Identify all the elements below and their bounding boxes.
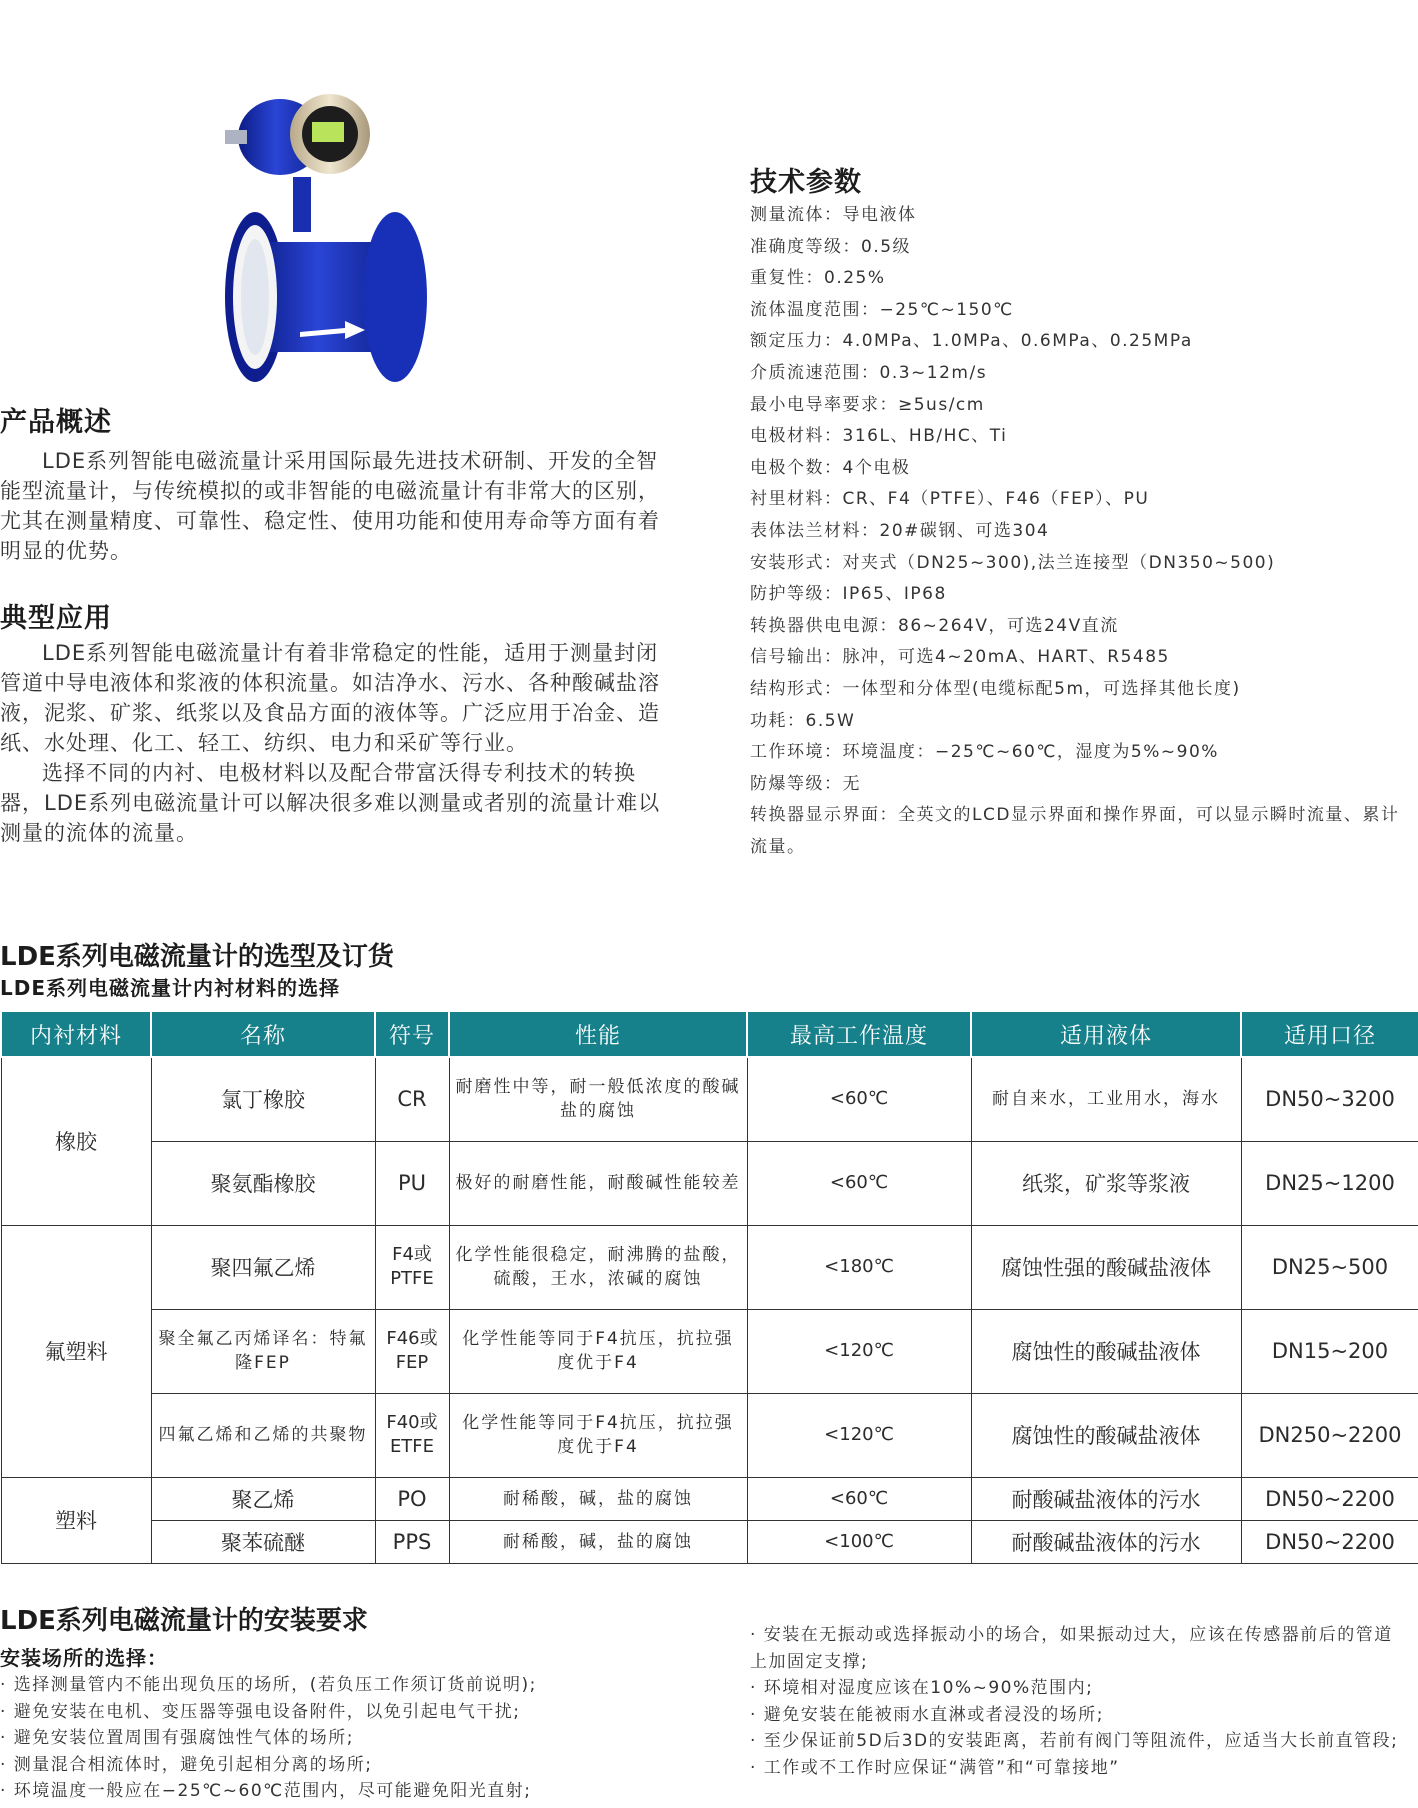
name-cell: 聚全氟乙丙烯译名：特氟隆FEP — [151, 1309, 375, 1393]
perf-cell: 极好的耐磨性能，耐酸碱性能较差 — [449, 1141, 747, 1225]
spec-item: 转换器供电电源：86~264V，可选24V直流 — [750, 615, 1119, 636]
specs-title: 技术参数 — [750, 167, 862, 198]
spec-item: 防爆等级：无 — [750, 773, 861, 794]
header-cell: 符号 — [375, 1011, 449, 1057]
spec-item: 功耗：6.5W — [750, 710, 856, 731]
list-item: · 安装在无振动或选择振动小的场合，如果振动过大，应该在传感器前后的管道上加固定支撑; — [750, 1625, 1393, 1672]
liquid-cell: 腐蚀性强的酸碱盐液体 — [971, 1225, 1241, 1309]
selection-subtitle: LDE系列电磁流量计内衬材料的选择 — [0, 976, 341, 1000]
spec-item: 工作环境：环境温度：−25℃~60℃，湿度为5%~90% — [750, 742, 1219, 763]
install-right-list — [750, 1622, 1410, 1781]
table-row — [1, 1520, 1418, 1563]
spec-item: 衬里材料：CR、F4（PTFE）、F46（FEP）、PU — [750, 489, 1150, 510]
application-text: LDE系列智能电磁流量计有着非常稳定的性能，适用于测量封闭管道中导电液体和浆液的体积流量。如洁净水、污水、各种酸碱盐溶液，泥浆、矿浆、纸浆以及食品方面的液体等。广泛应用于冶金、造纸、水处理、化工、轻工、纺织、电力和采矿等行业。 选择不同的内衬、电极材料以及配合带富沃得专利技术的转换器，LDE系列电磁流量计可以解决很多难以测量或者别的流量计难以测量的流体的流量。 — [0, 641, 661, 845]
perf-cell: 化学性能很稳定，耐沸腾的盐酸，硫酸，王水，浓碱的腐蚀 — [449, 1225, 747, 1309]
name-cell: 四氟乙烯和乙烯的共聚物 — [151, 1393, 375, 1477]
spec-item: 表体法兰材料：20#碳钢、可选304 — [750, 520, 1050, 541]
group-cell: 塑料 — [1, 1477, 151, 1563]
perf-cell: 耐稀酸，碱，盐的腐蚀 — [449, 1520, 747, 1563]
lining-table — [0, 1010, 1418, 1564]
spec-item: 结构形式：一体型和分体型(电缆标配5m，可选择其他长度) — [750, 678, 1241, 699]
group-cell: 氟塑料 — [1, 1225, 151, 1477]
name-cell: 聚乙烯 — [151, 1477, 375, 1520]
name-cell: 聚四氟乙烯 — [151, 1225, 375, 1309]
group-cell: 橡胶 — [1, 1057, 151, 1225]
spec-item: 流体温度范围：−25℃~150℃ — [750, 299, 1014, 320]
header-cell: 适用口径 — [1241, 1011, 1418, 1057]
size-cell: DN50~3200 — [1241, 1057, 1418, 1141]
temp-cell: <60℃ — [747, 1477, 971, 1520]
size-cell: DN25~500 — [1241, 1225, 1418, 1309]
name-cell: 聚氨酯橡胶 — [151, 1141, 375, 1225]
size-cell: DN15~200 — [1241, 1309, 1418, 1393]
perf-cell: 化学性能等同于F4抗压，抗拉强度优于F4 — [449, 1309, 747, 1393]
header-cell: 名称 — [151, 1011, 375, 1057]
spec-item: 测量流体：导电液体 — [750, 205, 917, 225]
spec-item: 重复性：0.25% — [750, 268, 886, 289]
perf-cell: 耐磨性中等，耐一般低浓度的酸碱盐的腐蚀 — [449, 1057, 747, 1141]
symbol-cell: PU — [375, 1141, 449, 1225]
overview-text: LDE系列智能电磁流量计采用国际最先进技术研制、开发的全智能型流量计，与传统模拟的或非智能的电磁流量计有非常大的区别，尤其在测量精度、可靠性、稳定性、使用功能和使用寿命等方面有着明显的优势。 — [0, 449, 660, 563]
temp-cell: <120℃ — [747, 1393, 971, 1477]
table-row — [1, 1225, 1418, 1309]
application-title: 典型应用 — [0, 603, 112, 634]
table-row — [1, 1057, 1418, 1141]
symbol-cell: PO — [375, 1477, 449, 1520]
install-subtitle: 安装场所的选择： — [0, 1646, 168, 1670]
spec-item: 介质流速范围：0.3~12m/s — [750, 362, 988, 383]
liquid-cell: 腐蚀性的酸碱盐液体 — [971, 1309, 1241, 1393]
list-item: · 至少保证前5D后3D的安装距离，若前有阀门等阻流件，应适当大长前直管段; — [750, 1731, 1399, 1751]
spec-item: 电极材料：316L、HB/HC、Ti — [750, 426, 1008, 447]
liquid-cell: 腐蚀性的酸碱盐液体 — [971, 1393, 1241, 1477]
symbol-cell: CR — [375, 1057, 449, 1141]
list-item: · 避免安装位置周围有强腐蚀性气体的场所; — [0, 1728, 355, 1748]
size-cell: DN25~1200 — [1241, 1141, 1418, 1225]
temp-cell: <180℃ — [747, 1225, 971, 1309]
selection-title: LDE系列电磁流量计的选型及订货 — [0, 942, 394, 972]
temp-cell: <120℃ — [747, 1309, 971, 1393]
spec-item: 准确度等级：0.5级 — [750, 236, 912, 257]
name-cell: 氯丁橡胶 — [151, 1057, 375, 1141]
temp-cell: <60℃ — [747, 1057, 971, 1141]
install-left-list — [0, 1672, 700, 1805]
spec-item: 电极个数：4个电极 — [750, 457, 911, 478]
size-cell: DN250~2200 — [1241, 1393, 1418, 1477]
table-header-row — [1, 1011, 1418, 1057]
specs-list — [750, 200, 1410, 863]
list-item: · 避免安装在电机、变压器等强电设备附件，以免引起电气干扰; — [0, 1701, 521, 1722]
install-title: LDE系列电磁流量计的安装要求 — [0, 1606, 368, 1636]
list-item: · 环境温度一般应在−25℃~60℃范围内，尽可能避免阳光直射; — [0, 1781, 532, 1801]
overview-title: 产品概述 — [0, 407, 112, 438]
perf-cell: 化学性能等同于F4抗压，抗拉强度优于F4 — [449, 1393, 747, 1477]
list-item: · 测量混合相流体时，避免引起相分离的场所; — [0, 1754, 373, 1775]
spec-item: 额定压力：4.0MPa、1.0MPa、0.6MPa、0.25MPa — [750, 331, 1193, 352]
temp-cell: <100℃ — [747, 1520, 971, 1563]
spec-item: 安装形式：对夹式（DN25~300),法兰连接型（DN350~500) — [750, 552, 1276, 573]
perf-cell: 耐稀酸，碱，盐的腐蚀 — [449, 1477, 747, 1520]
temp-cell: <60℃ — [747, 1141, 971, 1225]
list-item: · 工作或不工作时应保证“满管”和“可靠接地” — [750, 1757, 1120, 1778]
spec-item: 最小电导率要求：≥5us/cm — [750, 394, 985, 415]
spec-item: 信号输出：脉冲，可选4~20mA、HART、R5485 — [750, 647, 1170, 668]
table-row — [1, 1309, 1418, 1393]
symbol-cell: F40或ETFE — [375, 1393, 449, 1477]
header-cell: 性能 — [449, 1011, 747, 1057]
flowmeter-image — [205, 92, 470, 422]
liquid-cell: 耐自来水，工业用水，海水 — [971, 1057, 1241, 1141]
spec-item: 转换器显示界面：全英文的LCD显示界面和操作界面，可以显示瞬时流量、累计流量。 — [750, 805, 1400, 857]
header-cell: 适用液体 — [971, 1011, 1241, 1057]
symbol-cell: F46或FEP — [375, 1309, 449, 1393]
table-row — [1, 1141, 1418, 1225]
size-cell: DN50~2200 — [1241, 1520, 1418, 1563]
list-item: · 环境相对湿度应该在10%~90%范围内; — [750, 1678, 1094, 1698]
liquid-cell: 纸浆，矿浆等浆液 — [971, 1141, 1241, 1225]
spec-item: 防护等级：IP65、IP68 — [750, 584, 947, 605]
table-row — [1, 1393, 1418, 1477]
header-cell: 最高工作温度 — [747, 1011, 971, 1057]
liquid-cell: 耐酸碱盐液体的污水 — [971, 1520, 1241, 1563]
header-cell: 内衬材料 — [1, 1011, 151, 1057]
symbol-cell: F4或PTFE — [375, 1225, 449, 1309]
list-item: · 选择测量管内不能出现负压的场所，(若负压工作须订货前说明); — [0, 1675, 537, 1695]
list-item: · 避免安装在能被雨水直淋或者浸没的场所; — [750, 1704, 1105, 1725]
symbol-cell: PPS — [375, 1520, 449, 1563]
liquid-cell: 耐酸碱盐液体的污水 — [971, 1477, 1241, 1520]
size-cell: DN50~2200 — [1241, 1477, 1418, 1520]
table-row — [1, 1477, 1418, 1520]
name-cell: 聚苯硫醚 — [151, 1520, 375, 1563]
